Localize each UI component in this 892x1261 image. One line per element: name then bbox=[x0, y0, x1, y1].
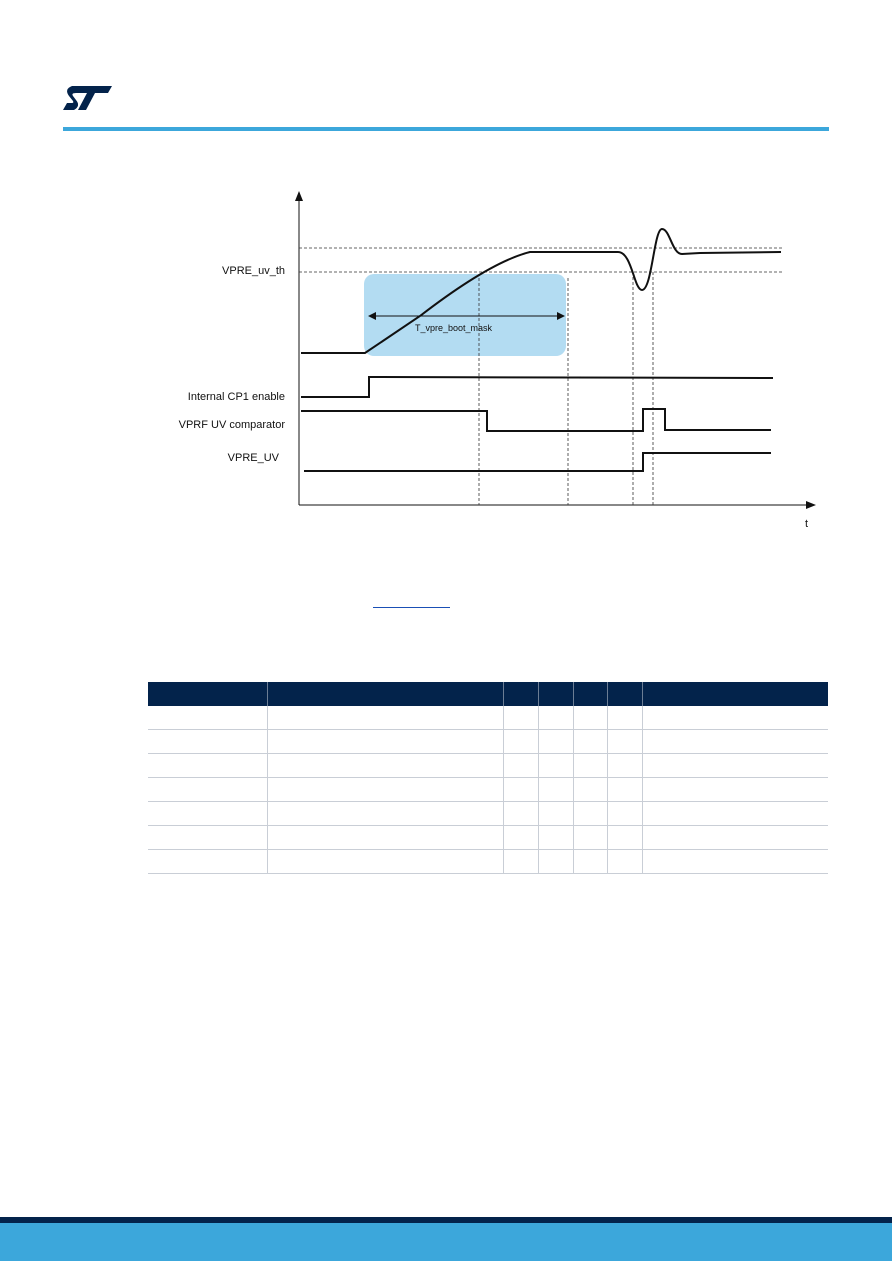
table-header-cell bbox=[503, 682, 538, 706]
table-row bbox=[148, 850, 828, 874]
x-axis-arrow bbox=[806, 501, 816, 509]
table-row bbox=[148, 826, 828, 850]
table-header-cell bbox=[642, 682, 828, 706]
footer-band bbox=[0, 1223, 892, 1261]
table-header-cell bbox=[538, 682, 573, 706]
mask-label: T_vpre_boot_mask bbox=[415, 323, 493, 333]
table-header-cell bbox=[607, 682, 642, 706]
table-row bbox=[148, 802, 828, 826]
label-uv-comparator: VPRF UV comparator bbox=[178, 419, 285, 431]
table-row bbox=[148, 754, 828, 778]
table-header-row bbox=[148, 682, 828, 706]
label-vpre-uv: VPRE_UV bbox=[227, 452, 279, 464]
table-row bbox=[148, 706, 828, 730]
table-header-cell bbox=[148, 682, 267, 706]
label-cp1-enable: Internal CP1 enable bbox=[187, 391, 285, 403]
parameter-table bbox=[148, 682, 828, 874]
timing-diagram bbox=[0, 0, 892, 560]
reference-link[interactable] bbox=[373, 607, 450, 608]
y-axis-arrow bbox=[295, 191, 303, 201]
table-header-cell bbox=[573, 682, 607, 706]
label-vpre-uv-th: VPRE_uv_th bbox=[222, 265, 285, 277]
vpre-uv-waveform bbox=[304, 453, 771, 471]
table-row bbox=[148, 730, 828, 754]
table-header-cell bbox=[267, 682, 503, 706]
cp1-enable-waveform bbox=[301, 377, 773, 397]
time-axis-label: t bbox=[805, 518, 809, 530]
uv-comparator-waveform bbox=[301, 409, 771, 431]
boot-mask-region bbox=[364, 274, 566, 356]
table-row bbox=[148, 778, 828, 802]
